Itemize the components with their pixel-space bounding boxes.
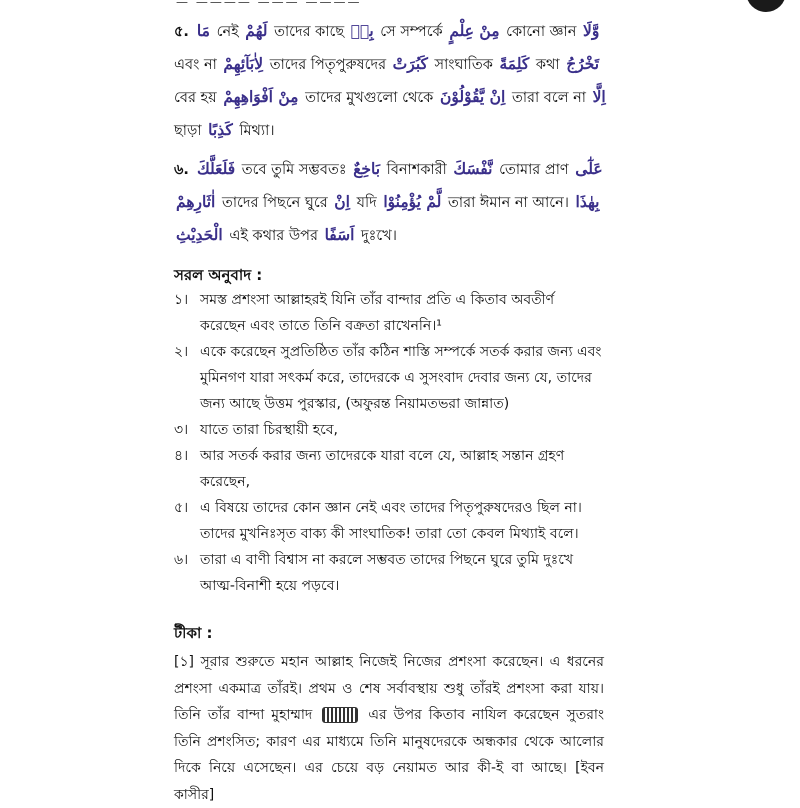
word-meaning-line [174, 14, 604, 47]
bengali-meaning: সাংঘাতিক [434, 57, 493, 73]
footnote-text-part-1: [১] সূরার শুরুতে মহান আল্লাহ নিজেই নিজের প্রশংসা করেছেন। এ ধরনের প্রশংসা একমাত্র তাঁরই। প্রথম ও শেষ সর্বাবস্থায় শুধু তাঁরই প্রশংসা করা যায়। তিনি তাঁর বান্দা মুহাম্মাদ [174, 654, 604, 723]
bengali-meaning: ছাড়া [174, 123, 202, 139]
bengali-meaning: দুঃখে। [361, 228, 397, 244]
bengali-meaning: তাদের কাছে [274, 24, 345, 40]
bengali-meaning: তাদের মুখগুলো থেকে [305, 90, 434, 106]
verse-number: ৫. [174, 24, 189, 40]
arabic-word: بَاخِعٌ [353, 159, 381, 178]
word-meanings-section [174, 14, 604, 251]
bengali-meaning: বের হয় [174, 90, 217, 106]
word-meaning-verse [174, 152, 604, 251]
arabic-word: فَلَعَلَّكَ [196, 159, 236, 178]
item-text: একে করেছেন সুপ্রতিষ্ঠিত তাঁর কঠিন শাস্তি সম্পর্কে সতর্ক করার জন্য এবং মুমিনগণ যারা সৎকর্ম করে, তাদেরকে এ সুসংবাদ দেবার জন্য যে, তাদের জন্য আছে উত্তম পুরস্কার, (অফুরন্ত নিয়ামতভরা জান্নাত) [200, 344, 602, 412]
salawat-calligraphy-icon [322, 707, 358, 723]
arabic-word: مَا [196, 21, 210, 40]
bengali-meaning: তারা ঈমান না আনে। [448, 195, 569, 211]
bengali-meaning: তোমার প্রাণ [499, 162, 569, 178]
arabic-word: كَبُرَتْ [392, 54, 428, 73]
word-meaning-verse [174, 14, 604, 146]
arabic-word: لَّمْ يُؤْمِنُوْا [383, 192, 442, 211]
bengali-meaning: সে সম্পর্কে [380, 24, 443, 40]
item-text: সমস্ত প্রশংসা আল্লাহরই যিনি তাঁর বান্দার প্রতি এ কিতাব অবতীর্ণ করেছেন এবং তাতে তিনি বক্রতা রাখেননি।¹ [200, 292, 555, 334]
bengali-meaning: নেই [216, 24, 239, 40]
translation-item [174, 417, 604, 443]
cut-off-top-line: — ———— ——— ———— [176, 0, 362, 9]
arabic-word: لِاٰبَآئِهِمْ [223, 54, 264, 73]
bengali-meaning: তারা বলে না [511, 90, 586, 106]
arabic-word: كَذِبًا [208, 120, 233, 139]
item-number: ৬। [174, 552, 189, 568]
bengali-meaning: যদি [356, 195, 377, 211]
word-meaning-line [174, 47, 604, 80]
translation-item [174, 495, 604, 547]
bengali-meaning: এবং না [174, 57, 217, 73]
arabic-word: اَسَفًا [324, 225, 355, 244]
bengali-meaning: কথা [535, 57, 560, 73]
word-meaning-line [174, 152, 604, 185]
item-text: তারা এ বাণী বিশ্বাস না করলে সম্ভবত তাদের পিছনে ঘুরে তুমি দুঃখে আত্ম-বিনাশী হয়ে পড়বে। [200, 552, 574, 594]
bengali-meaning: এই কথার উপর [229, 228, 318, 244]
word-meaning-line [174, 185, 604, 218]
arabic-word: مِنْ اَفْوَاهِهِمْ [223, 87, 299, 106]
arabic-word: بِهٰذَا [575, 192, 600, 211]
item-number: ৪। [174, 448, 189, 464]
translation-list [174, 287, 604, 599]
arabic-word: اِنْ [334, 192, 350, 211]
word-meaning-line [174, 113, 604, 146]
verse-number: ৬. [174, 162, 189, 178]
translation-item [174, 339, 604, 417]
bengali-meaning: তবে তুমি সম্ভবতঃ [241, 162, 347, 178]
item-text: এ বিষয়ে তাদের কোন জ্ঞান নেই এবং তাদের পিতৃপুরুষদেরও ছিল না। তাদের মুখনিঃসৃত বাক্য কী সাংঘাতিক! তারা তো কেবল মিথ্যাই বলে। [200, 500, 582, 542]
arabic-word: بِهٖ [350, 21, 374, 40]
arabic-word: كَلِمَةً [499, 54, 530, 73]
item-text: যাতে তারা চিরস্থায়ী হবে, [200, 422, 338, 438]
translation-item [174, 443, 604, 495]
arabic-word: لَهُمْ [245, 21, 268, 40]
word-meaning-line [174, 218, 604, 251]
footnote-text-part-2: এর উপর কিতাব নাযিল করেছেন সুতরাং তিনি প্রশংসিত; কারণ এর মাধ্যমে তিনি মানুষদেরকে অন্ধকার থেকে আলোর দিকে নিয়ে এসেছেন। এর চেয়ে বড় নেয়ামত আর কী-ই বা আছে। [ইবন কাসীর] [174, 707, 605, 803]
translation-item [174, 547, 604, 599]
page-corner-shadow [746, 0, 786, 12]
arabic-word: اِنْ يَّقُوْلُوْنَ [439, 87, 506, 106]
bengali-meaning: তাদের পিতৃপুরুষদের [269, 57, 387, 73]
item-number: ৩। [174, 422, 189, 438]
arabic-word: وَّلَا [583, 21, 600, 40]
item-number: ১। [174, 292, 189, 308]
item-text: আর সতর্ক করার জন্য তাদেরকে যারা বলে যে, আল্লাহ সন্তান গ্রহণ করেছেন, [200, 448, 565, 490]
bengali-meaning: কোনো জ্ঞান [506, 24, 577, 40]
arabic-word: نَّفْسَكَ [453, 159, 493, 178]
arabic-word: اٰثَارِهِمْ [176, 192, 216, 211]
item-number: ৫। [174, 500, 189, 516]
arabic-word: مِنْ عِلْمٍ [449, 21, 500, 40]
arabic-word: الْحَدِيْثِ [176, 225, 223, 244]
item-number: ২। [174, 344, 189, 360]
notes-heading: টীকা : [174, 624, 213, 642]
bengali-meaning: বিনাশকারী [386, 162, 447, 178]
arabic-word: عَلٰٓى [575, 159, 603, 178]
translation-item [174, 287, 604, 339]
bengali-meaning: মিথ্যা। [239, 123, 275, 139]
bengali-meaning: তাদের পিছনে ঘুরে [221, 195, 328, 211]
arabic-word: تَخْرُجُ [566, 54, 600, 73]
word-meaning-line [174, 80, 604, 113]
translation-heading: সরল অনুবাদ : [174, 266, 263, 284]
arabic-word: اِلَّا [592, 87, 606, 106]
footnote-1 [174, 649, 604, 808]
page-content [174, 14, 604, 808]
